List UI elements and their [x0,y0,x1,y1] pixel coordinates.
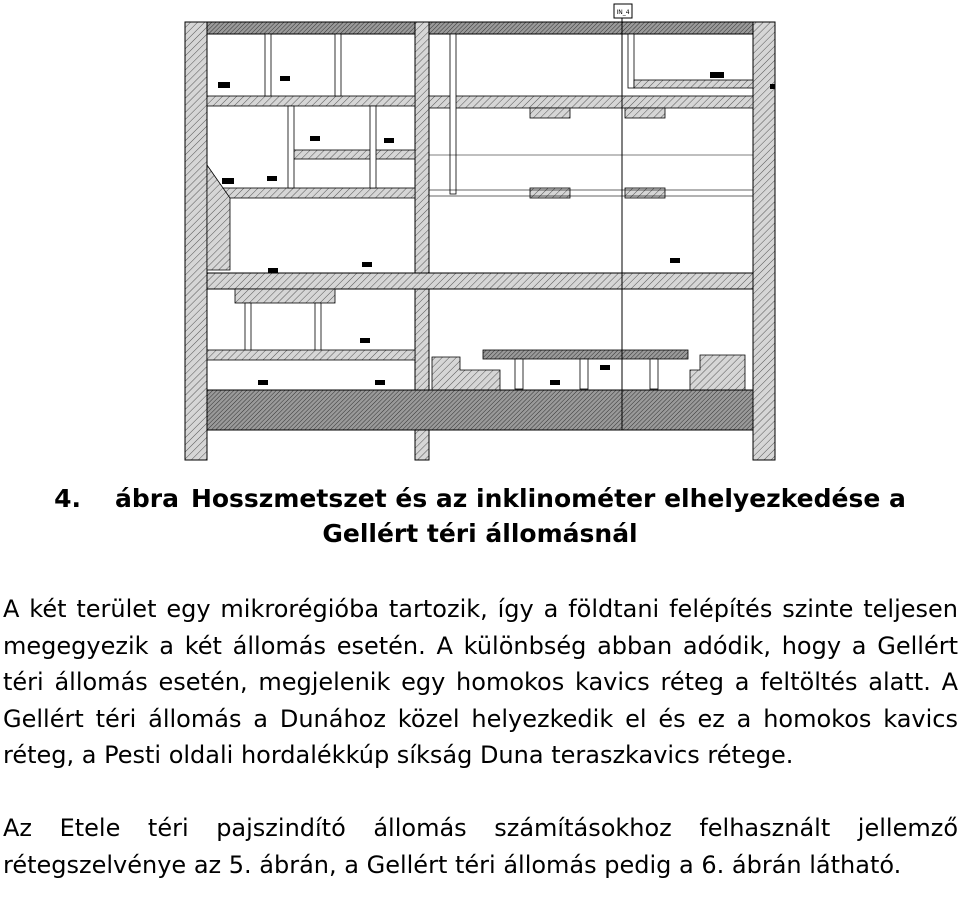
inner-wall [628,34,634,88]
beam [625,108,665,118]
figure-label: ábra [114,484,179,513]
body-paragraph-2: Az Etele téri pajszindító állomás számításokhoz felhasznált jellemző rétegszelvénye az 5. ábrán, a Gellért téri állomás pedig a 6. ábrán látható. [3,814,958,879]
roof-slab [185,22,775,34]
platform-step [432,357,500,390]
platform-step [690,355,745,390]
inner-wall [288,106,294,188]
inner-wall [370,106,376,188]
cross-section-drawing [170,0,790,470]
floor-slab [207,350,415,360]
base-slab [207,390,753,430]
inner-wall [650,359,658,389]
inner-wall [265,34,271,96]
inner-wall [515,359,523,389]
figure-title-line1: Hosszmetszet és az inklinométer elhelyezkedése a [190,484,906,513]
floor-slab [634,80,753,88]
body-paragraph-1: A két terület egy mikrorégióba tartozik, így a földtani felépítés szinte teljesen megegyezik a két állomás esetén. A különbség abban adódik, hogy a Gellért téri állomás esetén, megjelenik egy homokos kavics réteg a feltöltés alatt. A Gellért téri állomás a Dunához közel helyezkedik el és ez a homokos kavics réteg, a Pesti oldali hordalékkúp síkság Duna teraszkavics rétege. [3,595,958,769]
floor-slab [235,289,335,303]
left-outer-wall [185,22,207,460]
floor-slab [290,150,415,159]
inner-wall [245,303,251,353]
beam [530,188,570,198]
platform [483,350,688,359]
floor-slab [429,96,753,108]
floor-slab [429,190,753,196]
beam [530,108,570,118]
floor-slab [207,188,415,198]
inner-wall [450,34,456,194]
inclinometer-label: IN_4 [616,9,630,16]
middle-slab [207,273,753,289]
figure-number: 4. [54,484,81,513]
inner-wall [315,303,321,353]
inner-wall [335,34,341,96]
figure-caption-line1 [0,482,960,516]
beam [625,188,665,198]
floor-slab [207,96,415,106]
figure-caption-line2: Gellért téri állomásnál [322,519,638,548]
equipment-markers [218,72,775,385]
inner-wall [580,359,588,389]
